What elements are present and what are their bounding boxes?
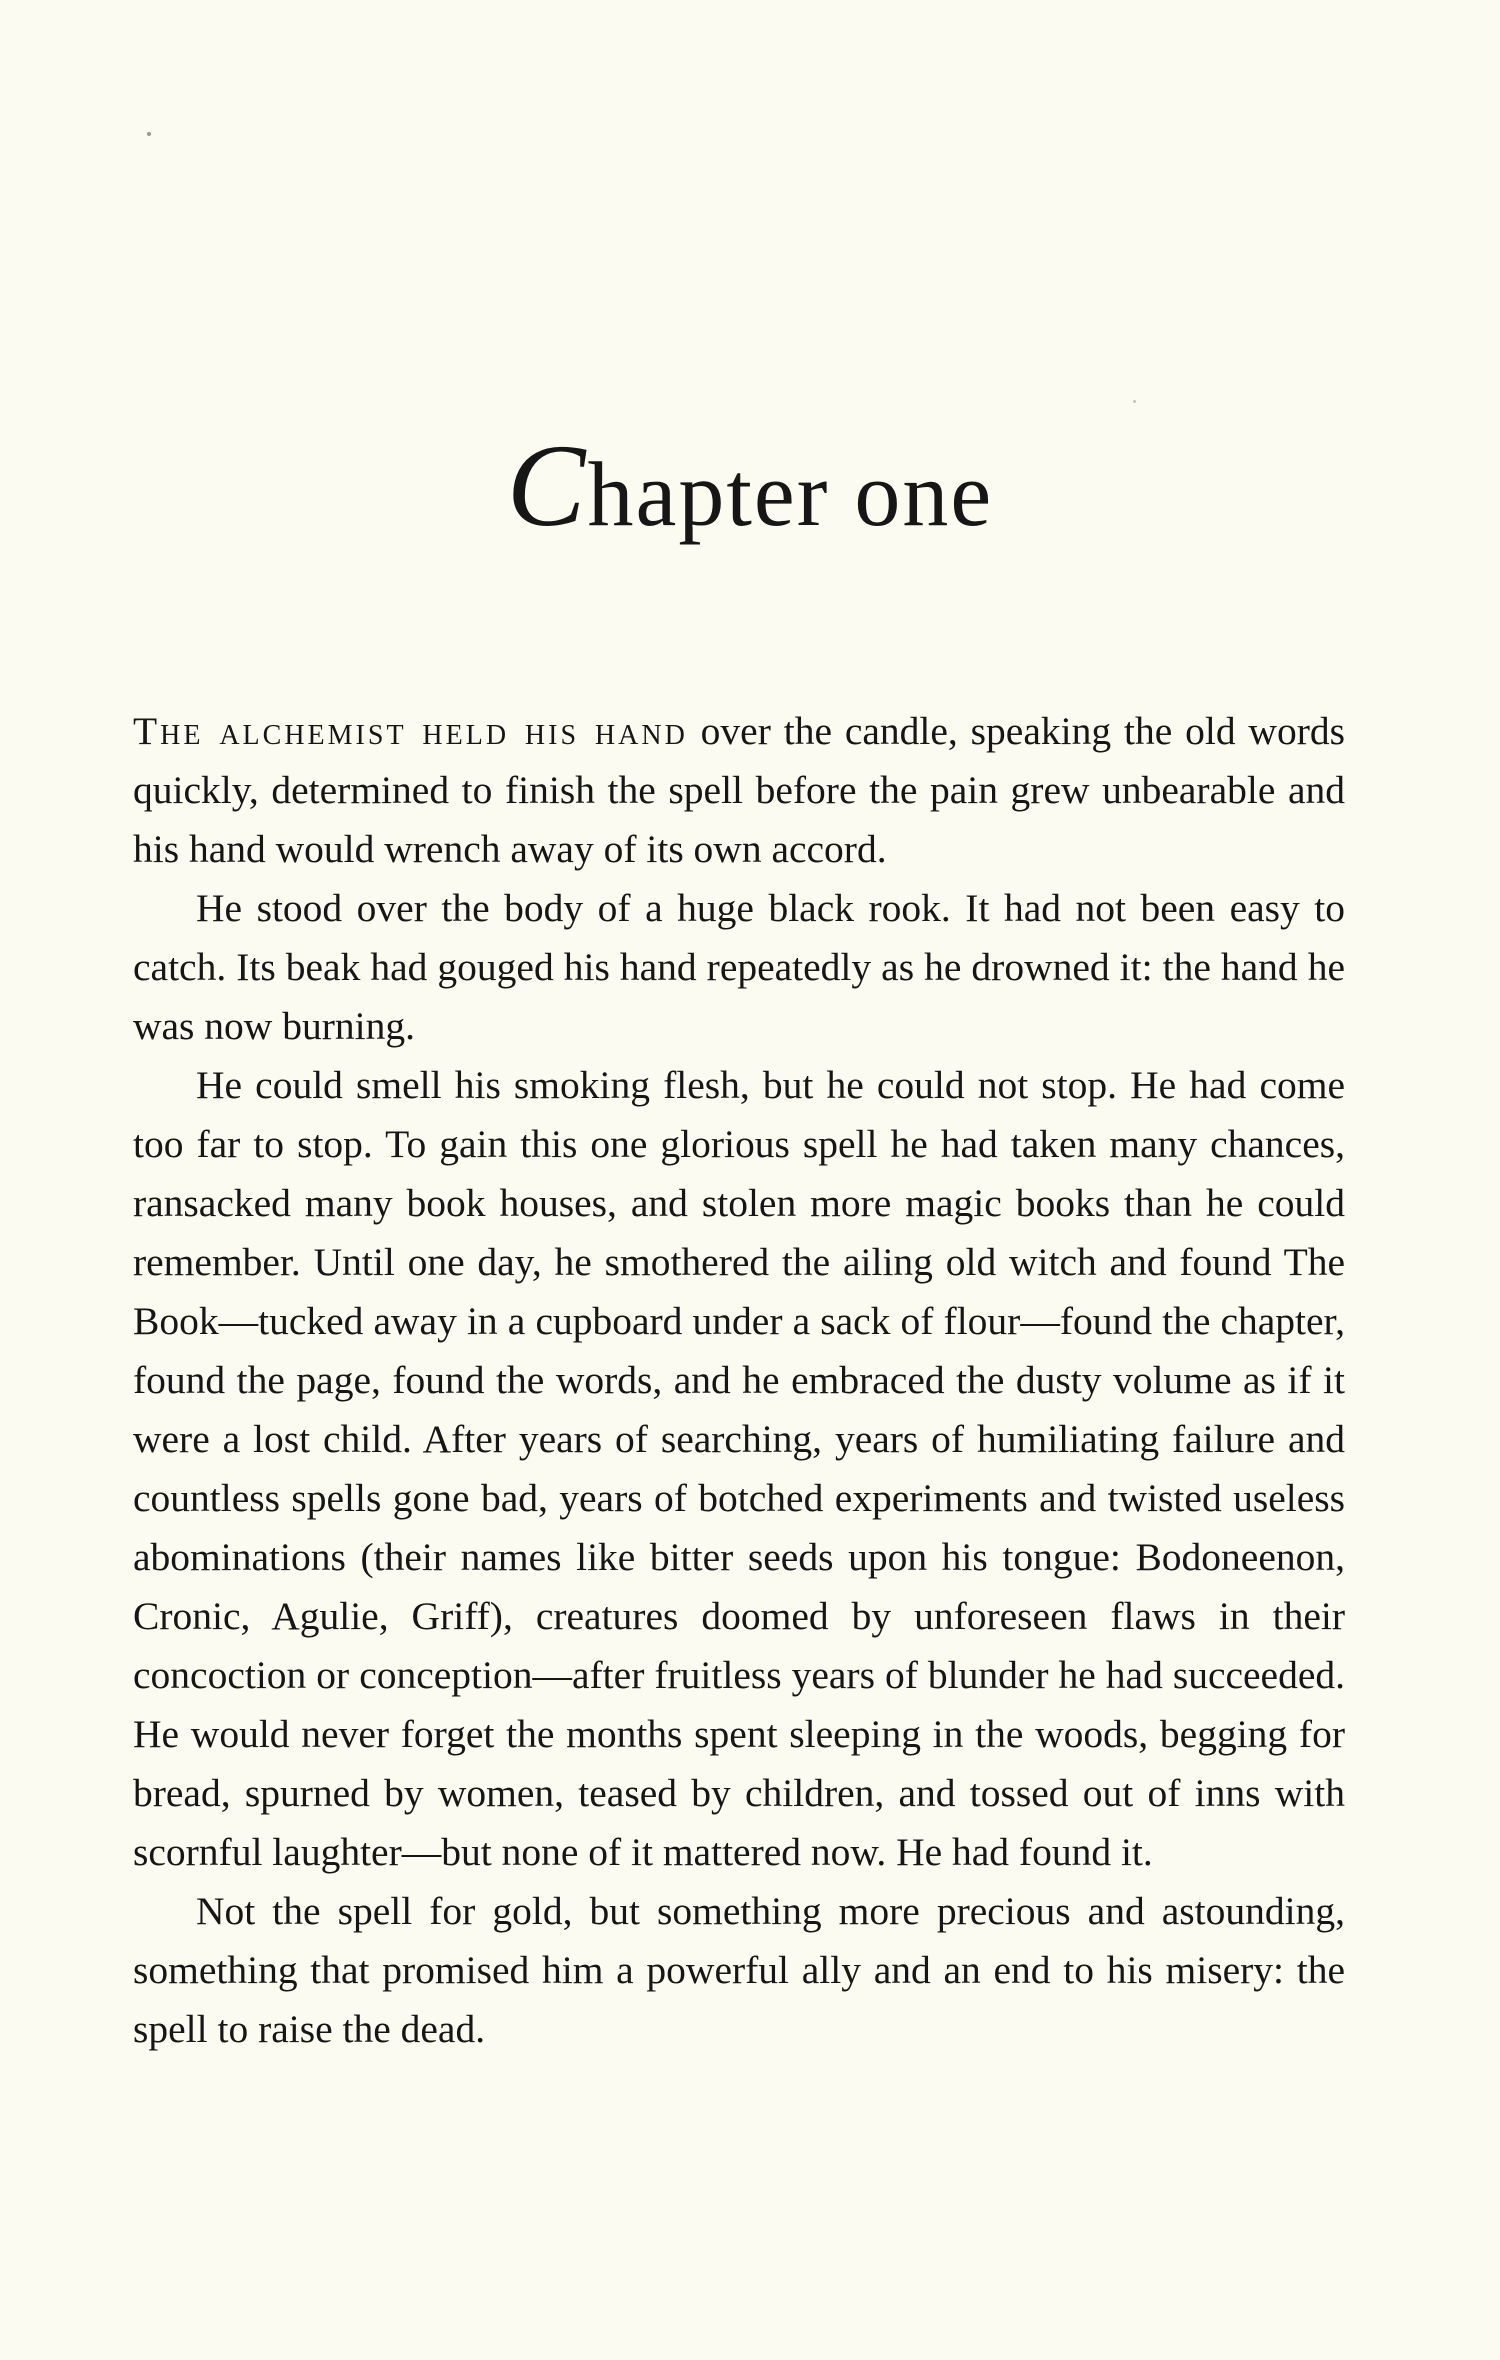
opening-smallcaps: The alchemist held his hand (133, 709, 688, 753)
body-text (133, 702, 1345, 2059)
paragraph-4: Not the spell for gold, but something more precious and astounding, something that promised him a powerful ally and an end to his misery: the spell to raise the dead. (133, 1889, 1345, 2051)
page-speck (1133, 400, 1136, 403)
page-speck (147, 132, 151, 136)
paragraph-1 (133, 702, 1345, 879)
chapter-title (0, 418, 1500, 554)
chapter-title-text: hapter one (587, 443, 994, 545)
paragraph-2: He stood over the body of a huge black rook. It had not been easy to catch. Its beak had gouged his hand repeatedly as he drowned it: the hand he was now burning. (133, 886, 1345, 1048)
paragraph-3: He could smell his smoking flesh, but he could not stop. He had come too far to stop. To gain this one glorious spell he had taken many chances, ransacked many book houses, and stolen more magic books than he could remember. Until one day, he smothered the ailing old witch and found The Book—tucked away in a cupboard under a sack of flour—found the chapter, found the page, found the words, and he embraced the dusty volume as if it were a lost child. After years of searching, years of humiliating failure and countless spells gone bad, years of botched experiments and twisted useless abominations (their names like bitter seeds upon his tongue: Bodoneenon, Cronic, Agulie, Griff), creatures doomed by unforeseen flaws in their concoction or conception—after fruitless years of blunder he had succeeded. He would never forget the months spent sleeping in the woods, begging for bread, spurned by women, teased by children, and tossed out of inns with scornful laughter—but none of it mattered now. He had found it. (133, 1063, 1345, 1874)
paragraph-1-text: over the candle, speaking the old words quickly, determined to finish the spell before the pain grew unbearable and his hand would wrench away of its own accord. (133, 709, 1345, 871)
chapter-title-initial: C (506, 420, 588, 551)
